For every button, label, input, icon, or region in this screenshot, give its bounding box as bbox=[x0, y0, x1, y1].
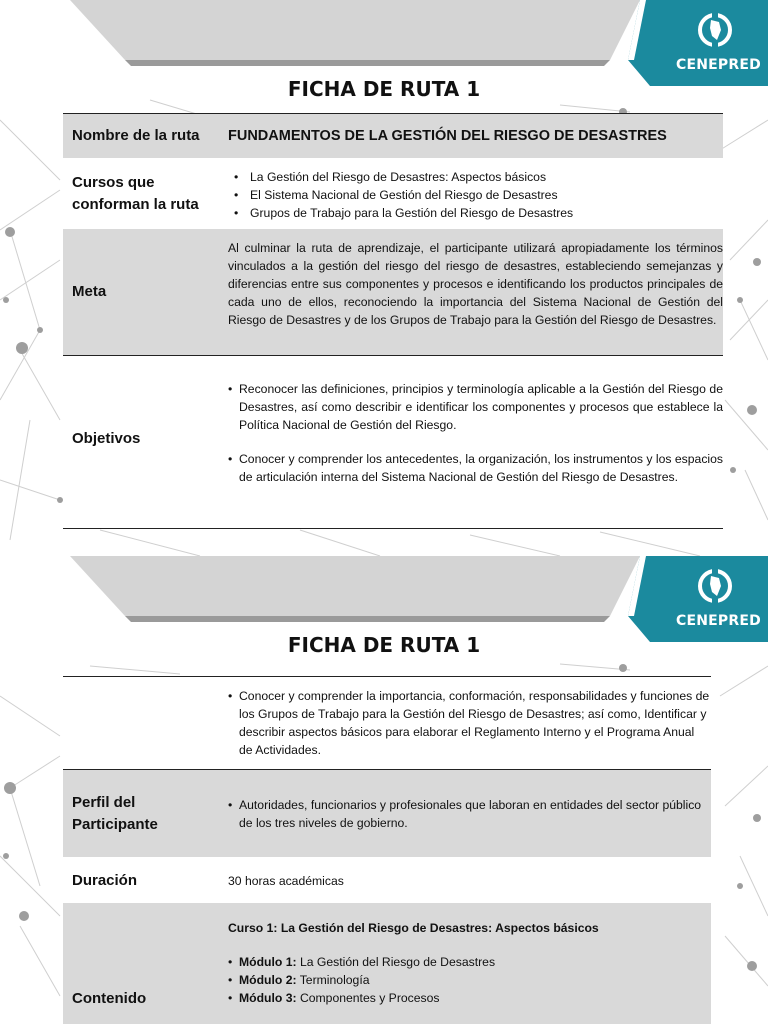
row-label: Objetivos bbox=[72, 430, 141, 447]
module-name: Módulo 1: bbox=[239, 955, 297, 969]
header-banner bbox=[0, 0, 768, 86]
row-objetivos bbox=[63, 356, 723, 528]
slide-2 bbox=[0, 556, 768, 1024]
brand-name: CENEPRED bbox=[676, 613, 761, 629]
route-name: FUNDAMENTOS DE LA GESTIÓN DEL RIESGO DE DESASTRES bbox=[228, 128, 667, 144]
page-title: FICHA DE RUTA 1 bbox=[287, 633, 481, 657]
brand-name: CENEPRED bbox=[676, 57, 761, 73]
table-rule bbox=[63, 528, 723, 529]
list-item: • Grupos de Trabajo para la Gestión del Riesgo de Desastres bbox=[250, 204, 723, 222]
row-nombre-ruta bbox=[63, 114, 723, 158]
row-label: Nombre de la ruta bbox=[72, 127, 200, 144]
row-meta bbox=[63, 229, 723, 355]
list-item: • El Sistema Nacional de Gestión del Riesgo de Desastres bbox=[250, 186, 723, 204]
row-label: Perfil del Participante bbox=[72, 794, 158, 833]
duracion-value: 30 horas académicas bbox=[228, 874, 344, 888]
row-label: Contenido bbox=[72, 990, 147, 1007]
meta-text: Al culminar la ruta de aprendizaje, el participante utilizará apropiadamente los términos vinculados a la gestión del riesgo del riesgo de desastres, estableciendo semejanzas y diferencias entre sus componentes y procesos e identificando los productos principales de cada uno de ellos, reconociendo la importancia del Sistema Nacional de Gestión del Riesgo de Desastres y de los Grupos de Trabajo para la Gestión del Riesgo de Desastres. bbox=[228, 241, 723, 327]
list-item: • Autoridades, funcionarios y profesionales que laboran en entidades del sector público de los tres niveles de gobierno. bbox=[239, 796, 711, 832]
modules-list bbox=[228, 953, 711, 1007]
list-item bbox=[239, 953, 711, 971]
peru-map-icon bbox=[695, 566, 735, 606]
list-item: • La Gestión del Riesgo de Desastres: Aspectos básicos bbox=[250, 168, 723, 186]
row-label: Duración bbox=[72, 872, 138, 889]
peru-map-icon bbox=[695, 10, 735, 50]
cursos-list bbox=[228, 168, 723, 222]
row-perfil bbox=[63, 770, 711, 857]
row-objetivos-continued bbox=[63, 677, 711, 770]
row-cursos bbox=[63, 158, 723, 229]
objetivos-list bbox=[228, 380, 723, 486]
list-item: • Conocer y comprender los antecedentes, la organización, los instrumentos y los espacios de articulación interna del Sistema Nacional de Gestión del Riesgo de Desastres. bbox=[239, 450, 723, 486]
cenepred-logo bbox=[676, 10, 761, 73]
module-desc: Terminología bbox=[299, 973, 370, 987]
module-name: Módulo 2: bbox=[239, 973, 297, 987]
page-title: FICHA DE RUTA 1 bbox=[287, 77, 481, 101]
row-duracion bbox=[63, 857, 711, 903]
list-item: • Conocer y comprender la importancia, conformación, responsabilidades y funciones de los Grupos de Trabajo para la Gestión del Riesgo de Desastres; así como, Identificar y describir aspectos básicos para elaborar el Reglamento Interno y el Programa Anual de Actividades. bbox=[239, 687, 711, 759]
perfil-list bbox=[228, 796, 711, 832]
row-label: Meta bbox=[72, 283, 107, 300]
row-contenido bbox=[63, 903, 711, 1024]
cenepred-logo bbox=[676, 566, 761, 629]
list-item bbox=[239, 989, 711, 1007]
course-title: Curso 1: La Gestión del Riesgo de Desastres: Aspectos básicos bbox=[228, 921, 599, 935]
row-label: Cursos que conforman la ruta bbox=[72, 174, 199, 213]
objetivos-list bbox=[228, 687, 711, 759]
module-desc: Componentes y Procesos bbox=[299, 991, 440, 1005]
module-name: Módulo 3: bbox=[239, 991, 297, 1005]
list-item bbox=[239, 971, 711, 989]
module-desc: La Gestión del Riesgo de Desastres bbox=[299, 955, 496, 969]
list-item: • Reconocer las definiciones, principios y terminología aplicable a la Gestión del Riesgo de Desastres, así como describir e identificar los componentes y procesos que establece la Política Nacional de Gestión del Riesgo. bbox=[239, 380, 723, 434]
header-banner bbox=[0, 556, 768, 642]
